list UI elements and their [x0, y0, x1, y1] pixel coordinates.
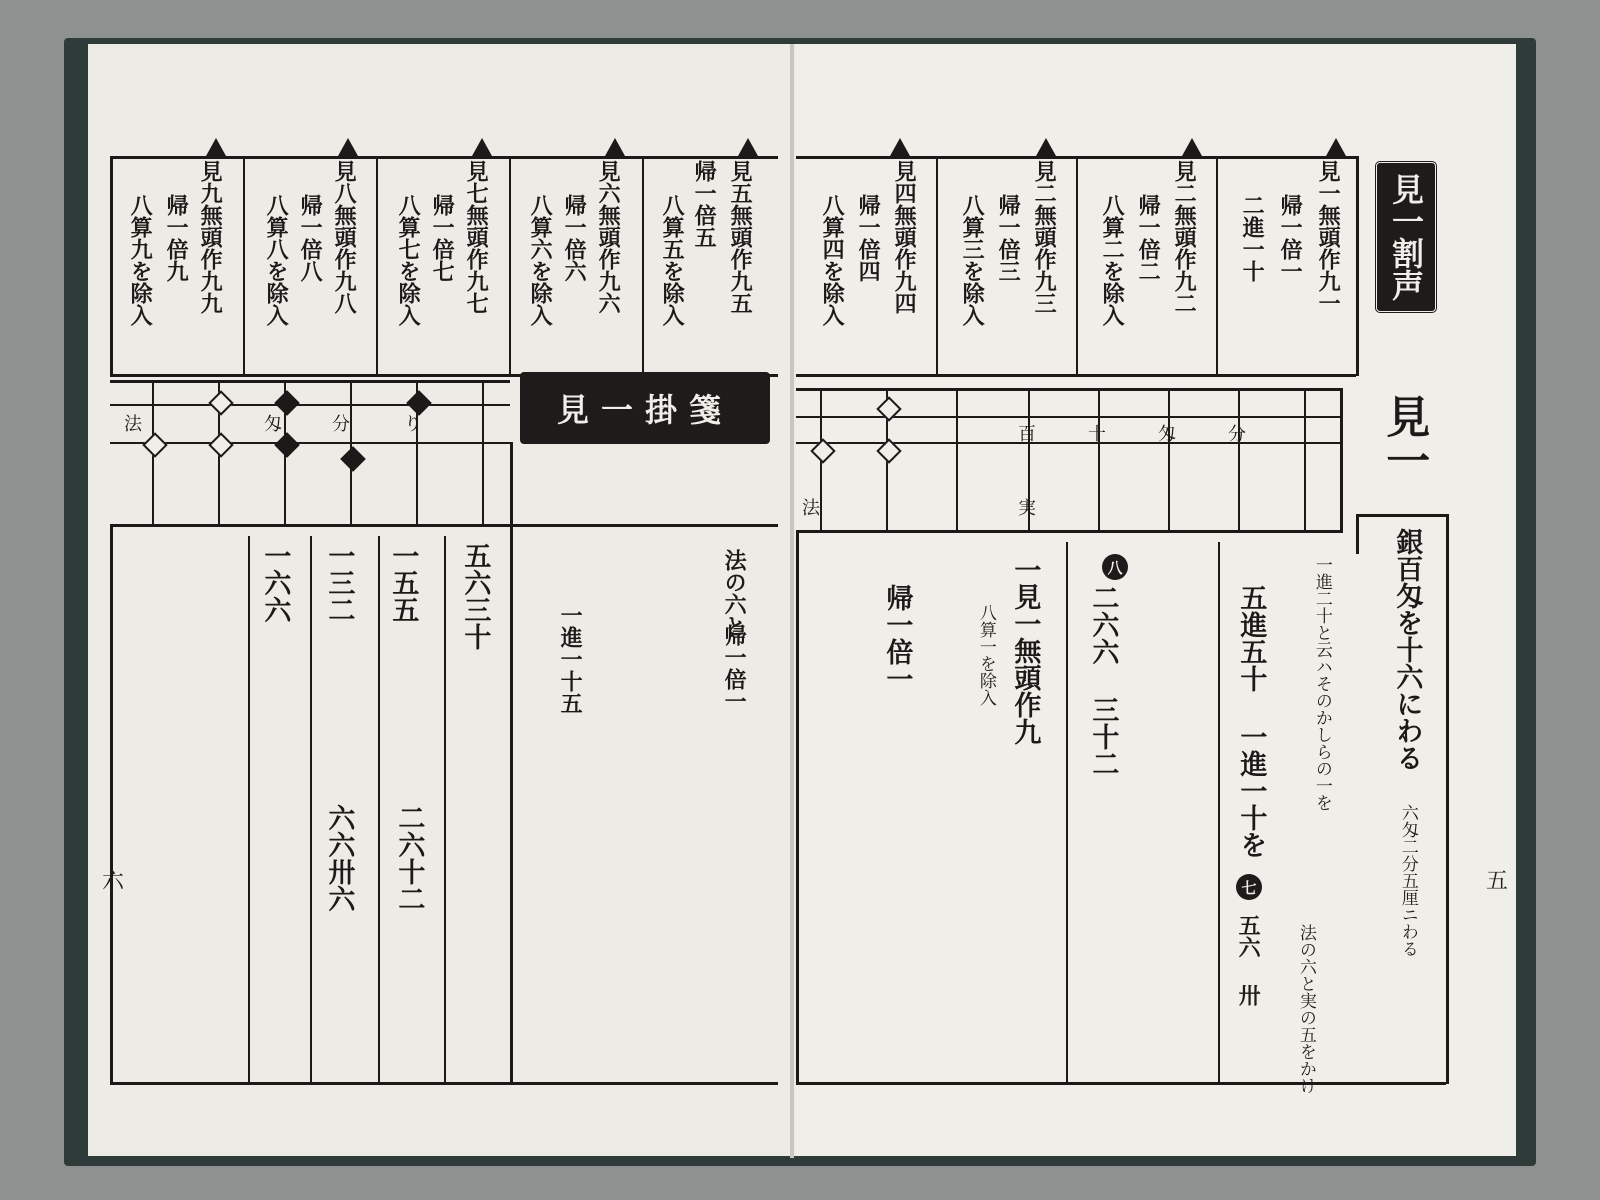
step-number: 七 — [1236, 874, 1262, 900]
table-cell: 帰一倍八 — [297, 194, 324, 282]
text-line: 八算一を除入 — [975, 604, 996, 706]
chapter-badge: 見一割声 — [1374, 160, 1438, 314]
text-line: 五六 卅 — [1235, 914, 1262, 1006]
table-cell: 見一無頭作九一 — [1315, 160, 1342, 314]
abacus-label: り — [404, 414, 422, 435]
abacus-label: 百 — [1018, 424, 1036, 445]
text-line: 一見一無頭作九 — [1009, 556, 1041, 745]
abacus-bead — [340, 446, 365, 471]
table-cell: 見八無頭作九八 — [331, 160, 358, 314]
table-cell: 帰一倍四 — [855, 194, 882, 282]
table-cell: 見九無頭作九九 — [197, 160, 224, 314]
book-gutter — [790, 44, 794, 1158]
abacus-label: 分 — [1228, 424, 1246, 445]
section-title: 見一 — [1378, 394, 1430, 482]
table-cell: 八算八を除入 — [263, 194, 290, 326]
calc-line: 一五五 — [387, 542, 419, 623]
page-marker — [1182, 138, 1202, 156]
text-line: 六匁二分五厘ニわる — [1397, 804, 1418, 957]
page-marker — [338, 138, 358, 156]
calc-line: 二六十二 — [393, 804, 425, 912]
abacus-bead — [142, 432, 167, 457]
calc-line: 五六三十 — [459, 542, 491, 650]
page-marker — [1036, 138, 1056, 156]
abacus-label: 匁 — [1158, 424, 1176, 445]
table-cell: 二進一十 — [1239, 194, 1266, 282]
table-cell: 八算六を除入 — [527, 194, 554, 326]
abacus-label: 匁 — [264, 414, 282, 435]
page-marker — [472, 138, 492, 156]
abacus-bead — [208, 432, 233, 457]
calc-line: 一三二 — [323, 542, 355, 623]
table-cell: 八算四を除入 — [819, 194, 846, 326]
table-cell: 見七無頭作九七 — [463, 160, 490, 314]
table-cell: 八算五を除入 — [659, 194, 686, 326]
table-cell: 八算九を除入 — [127, 194, 154, 326]
page-number: 五 — [1486, 869, 1509, 894]
left-page — [88, 44, 808, 1156]
calc-line: 一六六 — [259, 542, 291, 623]
table-cell: 八算七を除入 — [395, 194, 422, 326]
table-cell: 見二無頭作九三 — [1031, 160, 1058, 314]
table-cell: 八算二を除入 — [1099, 194, 1126, 326]
calc-line: 法の六と — [721, 549, 748, 637]
page-marker — [1326, 138, 1346, 156]
step-number: 八 — [1102, 554, 1128, 580]
calc-line: 一進一十五 — [557, 604, 584, 714]
calc-line: 六六卅六 — [323, 804, 355, 912]
abacus-label: 法 — [124, 414, 142, 435]
table-cell: 八算三を除入 — [959, 194, 986, 326]
table-cell: 帰一倍一 — [1277, 194, 1304, 282]
page-number: 六 — [102, 869, 125, 894]
text-line: 一進二十と云ハそのかしらの一を — [1311, 556, 1332, 811]
text-line: 法の六と実の五をかけ — [1295, 924, 1316, 1094]
abacus-label: 法 — [802, 498, 820, 519]
table-cell: 見四無頭作九四 — [891, 160, 918, 314]
banner-title: 見一掛箋 — [520, 372, 770, 444]
abacus-bead — [274, 432, 299, 457]
text-line: 帰一倍一 — [881, 584, 913, 692]
abacus-label: 分 — [332, 414, 350, 435]
table-cell: 見五無頭作九五 — [727, 160, 754, 314]
text-line: 二六六 三十二 — [1087, 584, 1119, 777]
table-cell: 帰一倍三 — [995, 194, 1022, 282]
table-cell: 帰一倍九 — [163, 194, 190, 282]
page-marker — [605, 138, 625, 156]
page-marker — [890, 138, 910, 156]
table-cell: 帰一倍六 — [561, 194, 588, 282]
table-cell: 帰一倍七 — [429, 194, 456, 282]
abacus-bead — [208, 390, 233, 415]
table-cell: 帰一倍五 — [691, 160, 718, 248]
text-line: 五進五十 一進一十を — [1235, 584, 1267, 858]
page-marker — [206, 138, 226, 156]
calc-line: 帰一倍一 — [721, 624, 748, 712]
table-cell: 見二無頭作九二 — [1171, 160, 1198, 314]
right-heading: 銀百匁を十六にわる — [1391, 528, 1423, 771]
abacus-label: 実 — [1018, 498, 1036, 519]
page-marker — [738, 138, 758, 156]
right-page — [796, 44, 1516, 1156]
abacus-label: 十 — [1088, 424, 1106, 445]
table-cell: 見六無頭作九六 — [595, 160, 622, 314]
table-cell: 帰一倍二 — [1135, 194, 1162, 282]
